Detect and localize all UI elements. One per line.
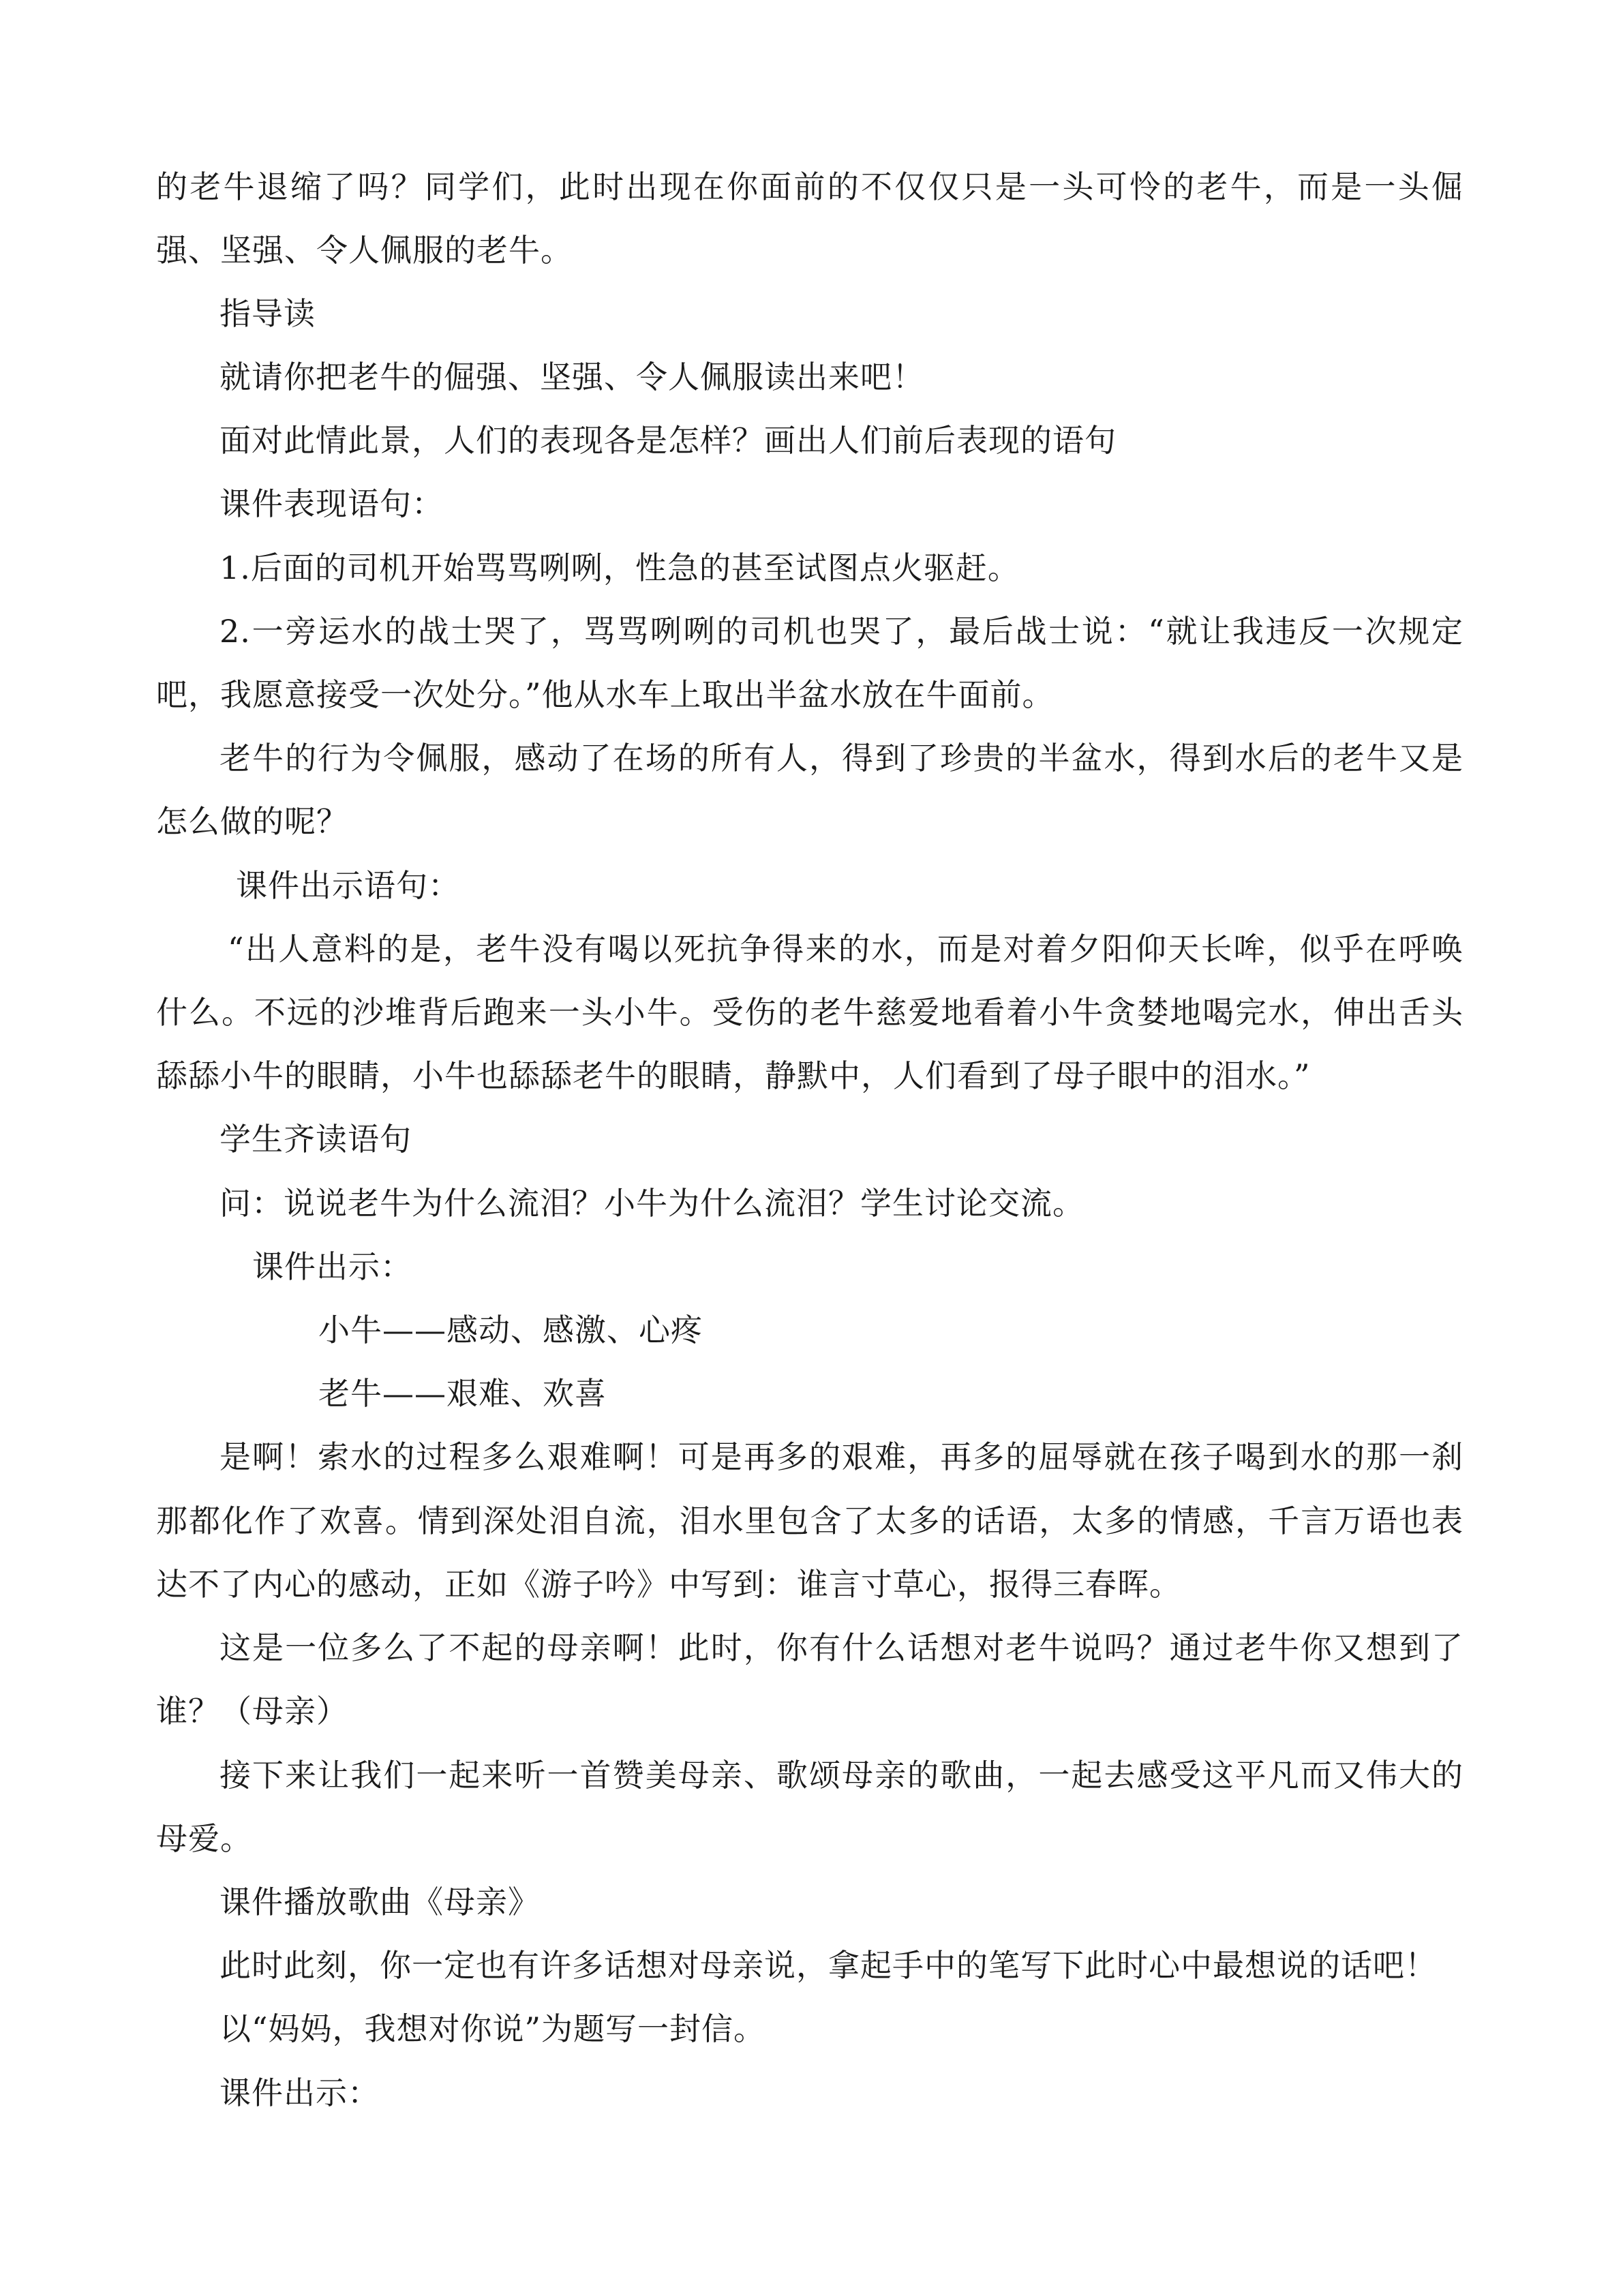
paragraph-line: 指导读 xyxy=(219,295,316,332)
paragraph-line: 这是一位多么了不起的母亲啊！此时，你有什么话想对老牛说吗？通过老牛你又想到了 xyxy=(219,1629,1463,1666)
paragraph-line: 怎么做的呢？ xyxy=(156,803,348,840)
paragraph-line: “出人意料的是，老牛没有喝以死抗争得来的水，而是对着夕阳仰天长哞，似乎在呼唤 xyxy=(228,931,1463,967)
paragraph-line: 课件出示语句： xyxy=(236,867,460,904)
paragraph-line: 课件出示： xyxy=(252,1248,412,1285)
paragraph-line: 此时此刻，你一定也有许多话想对母亲说，拿起手中的笔写下此时心中最想说的话吧！ xyxy=(219,1947,1437,1984)
paragraph-line: 是啊！索水的过程多么艰难啊！可是再多的艰难，再多的屈辱就在孩子喝到水的那一刹 xyxy=(219,1438,1463,1475)
paragraph-line: 课件表现语句： xyxy=(219,485,444,522)
paragraph-line: 老牛的行为令佩服，感动了在场的所有人，得到了珍贵的半盆水，得到水后的老牛又是 xyxy=(219,740,1463,776)
paragraph-line: 小牛——感动、感激、心疼 xyxy=(318,1312,703,1348)
paragraph-line: 舔舔小牛的眼睛，小牛也舔舔老牛的眼睛，静默中，人们看到了母子眼中的泪水。” xyxy=(156,1057,1311,1094)
paragraph-line: 老牛——艰难、欢喜 xyxy=(318,1375,607,1412)
paragraph-line: 面对此情此景，人们的表现各是怎样？画出人们前后表现的语句 xyxy=(219,422,1117,459)
paragraph-line: 什么。不远的沙堆背后跑来一头小牛。受伤的老牛慈爱地看着小牛贪婪地喝完水，伸出舌头 xyxy=(156,994,1463,1031)
paragraph-line: 课件播放歌曲《母亲》 xyxy=(219,1884,540,1920)
paragraph-line: 达不了内心的感动，正如《游子吟》中写到：谁言寸草心，报得三春晖。 xyxy=(156,1566,1181,1603)
paragraph-line: 就请你把老牛的倔强、坚强、令人佩服读出来吧！ xyxy=(219,359,924,395)
paragraph-line: 的老牛退缩了吗？同学们，此时出现在你面前的不仅仅只是一头可怜的老牛，而是一头倔 xyxy=(156,168,1463,205)
paragraph-line: 吧，我愿意接受一次处分。”他从水车上取出半盆水放在牛面前。 xyxy=(156,676,1055,713)
paragraph-line: 课件出示： xyxy=(219,2074,380,2111)
paragraph-line: 以“妈妈，我想对你说”为题写一封信。 xyxy=(219,2010,766,2047)
paragraph-line: 那都化作了欢喜。情到深处泪自流，泪水里包含了太多的话语，太多的情感，千言万语也表 xyxy=(156,1502,1463,1539)
paragraph-line: 2.一旁运水的战士哭了，骂骂咧咧的司机也哭了，最后战士说：“就让我违反一次规定 xyxy=(219,613,1463,650)
paragraph-line: 母爱。 xyxy=(156,1820,252,1857)
paragraph-line: 接下来让我们一起来听一首赞美母亲、歌颂母亲的歌曲，一起去感受这平凡而又伟大的 xyxy=(219,1757,1463,1794)
paragraph-line: 学生齐读语句 xyxy=(219,1121,412,1158)
paragraph-line: 谁？（母亲） xyxy=(156,1693,348,1729)
paragraph-line: 强、坚强、令人佩服的老牛。 xyxy=(156,232,573,269)
paragraph-line: 1.后面的司机开始骂骂咧咧，性急的甚至试图点火驱赶。 xyxy=(219,549,1020,586)
paragraph-line: 问：说说老牛为什么流泪？小牛为什么流泪？学生讨论交流。 xyxy=(219,1185,1084,1222)
